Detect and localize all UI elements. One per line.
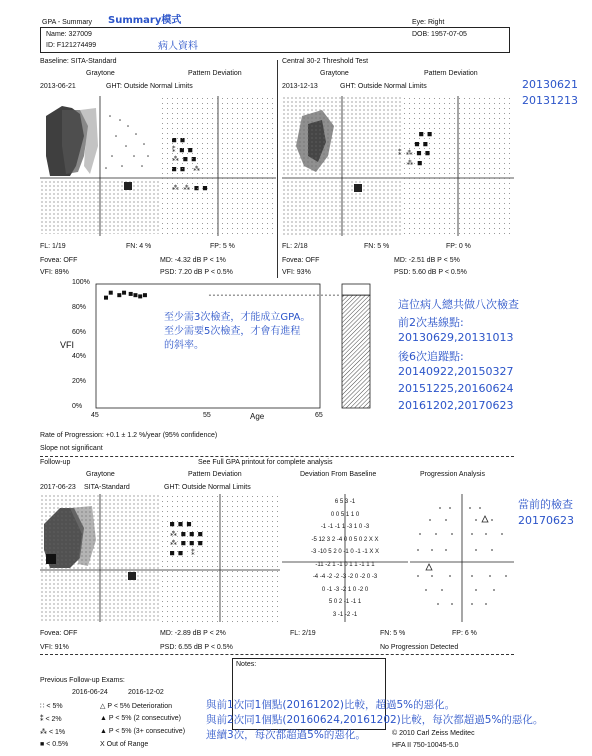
followup-fovea: Fovea: OFF	[40, 630, 78, 637]
legend-symbol: ■	[40, 741, 45, 748]
exam-count-note-5: 20140922,20150327	[398, 365, 514, 378]
deviation-row: 0 -1 -3 -2 1 0 -2 0	[321, 586, 369, 593]
deviation-row: 6 5 3 -1	[334, 499, 356, 505]
exam1-fn: FN: 4 %	[126, 243, 152, 250]
followup-md: MD: -2.89 dB P < 2%	[160, 630, 226, 637]
exam1-date: 2013-06-21	[40, 83, 76, 90]
followup-vfi: VFI: 91%	[40, 644, 69, 651]
legend-text: < 0.5%	[46, 741, 69, 748]
prev-exam-date-1: 2016-06-24	[72, 689, 108, 696]
followup-fl: FL: 2/19	[290, 630, 316, 637]
legend-sym-3	[40, 728, 65, 736]
followup-fn: FN: 5 %	[380, 630, 406, 637]
legend-symbol: △	[100, 703, 106, 710]
vfi-point-5	[129, 292, 133, 296]
legend-p-3	[100, 728, 185, 735]
vfi-y-tick: 20%	[72, 378, 87, 386]
exam1-vfi: VFI: 89%	[40, 269, 69, 276]
vfi-y-tick: 60%	[72, 328, 87, 336]
progression-axes	[410, 494, 514, 622]
legend-symbol: ⁑	[40, 716, 44, 723]
notes-label: Notes:	[236, 661, 257, 668]
legend-symbol: ▲	[100, 715, 107, 722]
followup-fp: FP: 6 %	[452, 630, 477, 637]
gpa-note-line2: 至少需要5次檢查，才會有進程	[164, 326, 301, 337]
vfi-point-2	[109, 291, 113, 295]
vfi-x-tick: 65	[315, 412, 323, 419]
legend-note-3: 連續3次，每次都超過5%的惡化。	[206, 729, 366, 741]
test-name: Central 30-2 Threshold Test	[282, 58, 369, 65]
exam1-psd: PSD: 7.20 dB P < 0.5%	[160, 269, 233, 276]
deviation-row: -3 -10 5 2 0 -1 0 -1 -1 X X	[310, 549, 380, 555]
legend-text: Out of Range	[106, 741, 149, 748]
exam2-fp: FP: 0 %	[446, 243, 471, 250]
deviation-row: -5 12 3 2 -4 0 0 5 0 2 X X	[311, 536, 379, 543]
legend-symbol: ∷	[40, 703, 45, 710]
report-title: GPA - Summary	[42, 19, 93, 26]
vfi-x-tick: 45	[91, 412, 99, 419]
followup-ght: GHT: Outside Normal Limits	[164, 484, 251, 491]
followup-label: Follow-up	[40, 459, 71, 466]
prev-exams-label: Previous Follow-up Exams:	[40, 677, 125, 684]
vfi-point-6	[133, 293, 137, 297]
exam1-pattern-axes	[160, 96, 276, 236]
graytone-header-2: Graytone	[320, 70, 349, 77]
exam2-psd: PSD: 5.60 dB P < 0.5%	[394, 269, 467, 276]
exam-count-note-3: 20130629,20131013	[398, 331, 514, 344]
legend-text: < 1%	[48, 729, 66, 736]
exam2-pattern-grid: ■ ■ ■ ■ ⁑ ⁂ ■ ■ ⁂ ■	[398, 130, 432, 167]
deviation-row: 5 0 2 -1 -1 1	[328, 599, 362, 605]
vfi-axis-label: VFI	[60, 340, 75, 350]
baseline-date-1: 20130621	[522, 78, 578, 91]
deviation-row: -1 -1 -1 1 -3 1 0 -3	[320, 524, 370, 530]
legend-p-1	[100, 702, 172, 710]
baseline-date-2: 20131213	[522, 94, 578, 107]
vfi-y-tick: 100%	[72, 279, 90, 286]
exam2-date: 2013-12-13	[282, 83, 318, 90]
exam1-md: MD: -4.32 dB P < 1%	[160, 257, 226, 264]
exam1-fl: FL: 1/19	[40, 243, 66, 250]
exam1-ght: GHT: Outside Normal Limits	[106, 83, 193, 90]
followup-deviation-header: Deviation From Baseline	[300, 471, 377, 478]
graytone-header-1: Graytone	[86, 70, 115, 77]
vfi-y-tick: 0%	[72, 403, 83, 410]
summary-mode-note: Summary模式	[108, 15, 182, 26]
exam2-fl: FL: 2/18	[282, 243, 308, 250]
gpa-note-line3: 的斜率。	[164, 340, 204, 351]
pattern-header-2: Pattern Deviation	[424, 70, 478, 77]
legend-text: P < 5% (2 consecutive)	[108, 715, 181, 722]
footer-separator	[40, 654, 514, 655]
exam1-fp: FP: 5 %	[210, 243, 235, 250]
exam-count-note-6: 20151225,20160624	[398, 382, 514, 395]
progression-significance: Slope not significant	[40, 445, 103, 452]
legend-symbol: X	[100, 741, 105, 748]
vfi-plot-frame	[96, 284, 320, 408]
legend-p-2	[100, 715, 181, 722]
deviation-row: 0 0 5 1 1 0	[330, 511, 360, 518]
baseline-label: Baseline: SITA-Standard	[40, 58, 117, 65]
gpa-note-line1: 至少需3次檢查，才能成立GPA。	[164, 312, 311, 323]
legend-text: P < 5% Deterioration	[107, 703, 173, 710]
deviation-grid	[282, 496, 408, 621]
patient-id: ID: F121274499	[46, 42, 97, 49]
current-exam-note-2: 20170623	[518, 514, 574, 527]
legend-note-2: 與前2次同1個點(20160624,20161202)比較，每次都超過5%的惡化。	[206, 714, 544, 726]
exam2-fovea: Fovea: OFF	[282, 257, 320, 264]
legend-text: < 2%	[45, 716, 62, 723]
followup-progression-header: Progression Analysis	[420, 471, 485, 478]
vfi-point-1	[104, 296, 108, 300]
legend-sym-1	[40, 702, 63, 710]
followup-pattern-grid: ■ ■ ■ ⁂ ■ ■ ■ ⁂ ■ ■ ■ ■ ■ ⁑	[170, 520, 203, 557]
vfi-chart	[96, 280, 396, 416]
patient-dob: DOB: 1957-07-05	[412, 31, 467, 38]
vfi-point-7	[138, 294, 142, 298]
eye-label: Eye: Right	[412, 19, 445, 26]
exam1-graytone-plot	[40, 96, 160, 236]
legend-sym-4	[40, 741, 68, 748]
followup-separator	[40, 456, 514, 457]
exam-count-note-7: 20161202,20170623	[398, 399, 514, 412]
followup-pattern-header: Pattern Deviation	[188, 471, 242, 478]
deviation-row: 3 -1 -2 -1	[332, 611, 358, 618]
exam2-md: MD: -2.51 dB P < 5%	[394, 257, 460, 264]
exam2-ght: GHT: Outside Normal Limits	[340, 83, 427, 90]
followup-pattern-axes	[160, 494, 280, 622]
baseline-divider	[277, 60, 278, 278]
exam2-fn: FN: 5 %	[364, 243, 390, 250]
exam-count-note-2: 前2次基線點:	[398, 316, 464, 329]
device-model: HFA II 750-10045-5.0	[392, 742, 459, 749]
legend-symbol: ⁂	[40, 729, 47, 736]
followup-psd: PSD: 6.55 dB P < 0.5%	[160, 644, 233, 651]
followup-graytone-plot	[40, 494, 160, 622]
followup-strategy: SITA-Standard	[84, 484, 130, 491]
age-axis-label: Age	[250, 412, 265, 421]
vfi-y-tick: 80%	[72, 303, 87, 311]
followup-graytone-header: Graytone	[86, 471, 115, 478]
exam-count-note-1: 這位病人總共做八次檢查	[398, 298, 519, 311]
legend-symbol: ▲	[100, 728, 107, 735]
followup-date: 2017-06-23	[40, 484, 76, 491]
vfi-point-8	[143, 293, 147, 297]
legend-sym-2	[40, 715, 62, 723]
deviation-row: -4 -4 -2 -2 -3 -2 0 -2 0 -3	[312, 574, 378, 580]
legend-note-1: 與前1次同1個點(20161202)比較，超過5%的惡化。	[206, 699, 456, 711]
vfi-projection-bar	[342, 295, 370, 408]
legend-text: < 5%	[46, 703, 63, 710]
vfi-x-tick: 55	[203, 412, 211, 419]
vfi-point-4	[122, 291, 126, 295]
prev-exam-date-2: 2016-12-02	[128, 689, 164, 696]
exam1-fovea: Fovea: OFF	[40, 257, 78, 264]
deviation-row: -11 -2 1 -1 0 1 1 -1 1 1	[315, 561, 375, 568]
patient-info-note: 病人資料	[158, 41, 198, 52]
progression-rate: Rate of Progression: +0.1 ± 1.2 %/year (95% confidence)	[40, 432, 218, 439]
vfi-point-3	[117, 293, 121, 297]
see-full-note: See Full GPA printout for complete analysis	[198, 459, 333, 466]
copyright: © 2010 Carl Zeiss Meditec	[392, 730, 475, 737]
vfi-projection-bar-top	[342, 284, 370, 295]
no-progression-label: No Progression Detected	[380, 644, 459, 651]
current-exam-note-1: 當前的檢查	[518, 498, 573, 511]
exam-count-note-4: 後6次追蹤點:	[398, 350, 464, 363]
exam2-graytone-plot	[282, 96, 402, 236]
patient-name: Name: 327009	[46, 31, 92, 38]
legend-text: P < 5% (3+ consecutive)	[108, 728, 186, 735]
legend-p-4	[100, 741, 148, 748]
vfi-y-tick: 40%	[72, 353, 87, 361]
pattern-header-1: Pattern Deviation	[188, 70, 242, 77]
exam2-vfi: VFI: 93%	[282, 269, 311, 276]
